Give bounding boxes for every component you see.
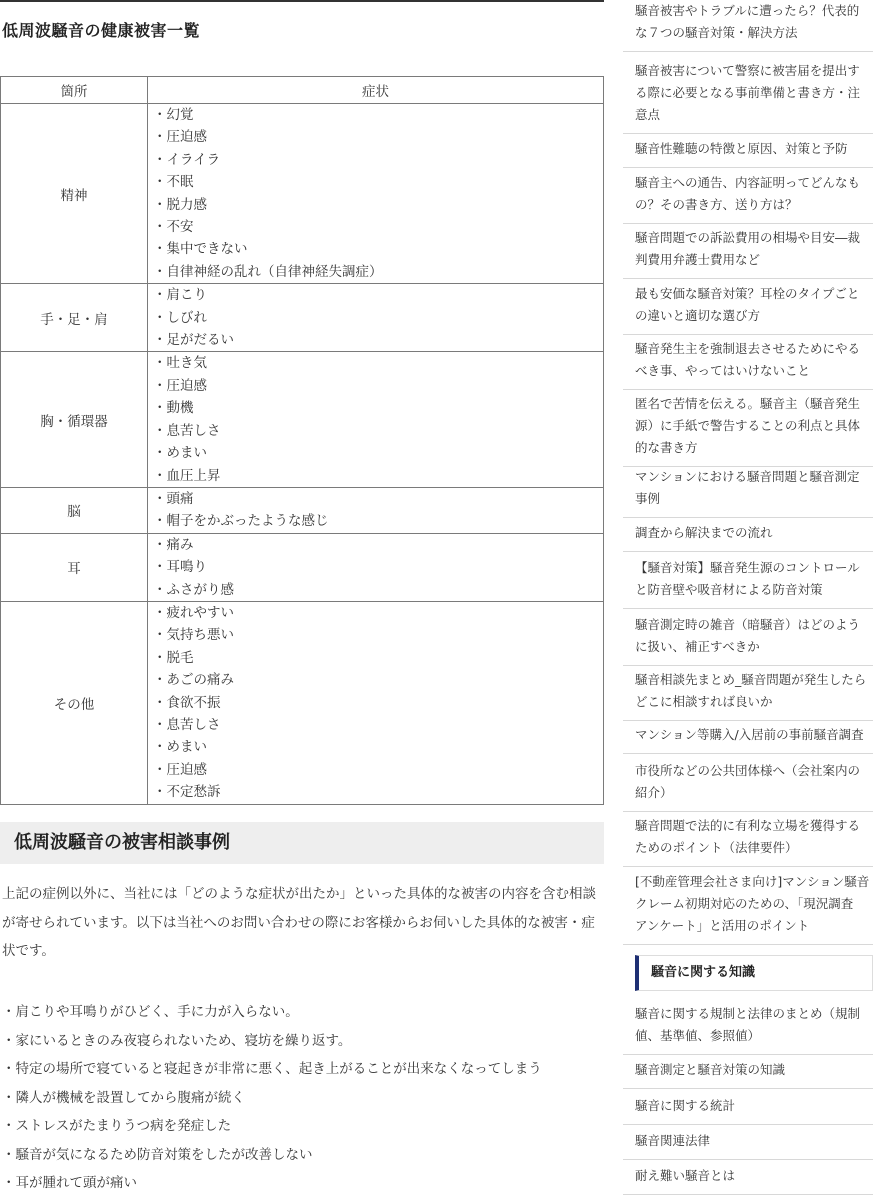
symptom-item: ・めまい: [153, 739, 207, 756]
sidebar-link-text: ためのポイント（法律要件）: [635, 840, 798, 855]
sidebar-link-text: 騒音問題で法的に有利な立場を獲得する: [635, 818, 861, 833]
symptom-item: ・不定愁訴: [153, 784, 221, 801]
symptoms-cell: [148, 284, 604, 352]
sidebar-link-text: 騒音問題での訴訟費用の相場や目安―裁: [635, 230, 861, 245]
column-header-site: 箇所: [1, 77, 148, 104]
table-row: [1, 487, 604, 533]
symptoms-cell: [148, 533, 604, 601]
sidebar-link-text: の違いと適切な選び方: [635, 308, 761, 323]
sidebar-article-link[interactable]: [623, 0, 873, 52]
symptom-item: ・痛み: [153, 536, 194, 553]
symptom-item: ・圧迫感: [153, 129, 207, 146]
intro-paragraph: 上記の症例以外に、当社には「どのような症状が出たか」といった具体的な被害の内容を含む相談が寄せられています。以下は当社へのお問い合わせの際にお客様からお伺いした具体的な被害・症状です。: [2, 886, 596, 959]
sidebar-link-text: マンション等購入/入居前の事前騒音調査: [635, 727, 864, 742]
sidebar-link-text: 最も安価な騒音対策？耳栓のタイプごと: [635, 286, 860, 301]
symptom-item: ・ふさがり感: [153, 581, 234, 598]
sidebar-article-link[interactable]: [623, 550, 873, 609]
sidebar-article-link[interactable]: [623, 53, 873, 134]
symptom-item: ・集中できない: [153, 241, 248, 258]
symptoms-cell: [148, 487, 604, 533]
sidebar-link-text: 騒音測定時の雑音（暗騒音）はどのよう: [635, 617, 861, 632]
sidebar-link-text: 騒音発生主を強制退去させるためにやる: [635, 341, 861, 356]
table-row: [1, 533, 604, 601]
body-part-cell: 脳: [1, 487, 148, 533]
knowledge-link-text: 騒音に関する規制と法律のまとめ（規制: [635, 1006, 861, 1021]
symptom-item: ・血圧上昇: [153, 467, 221, 484]
sidebar-link-text: 判費用弁護士費用など: [635, 252, 761, 267]
body-part-cell: 精神: [1, 104, 148, 284]
symptom-item: ・足がだるい: [153, 332, 234, 349]
knowledge-link[interactable]: [623, 1088, 873, 1125]
sidebar-link-text: の？その書き方、送り方は？: [635, 197, 798, 212]
case-item: ・特定の場所で寝ていると寝起きが非常に悪く、起き上がることが出来なくなってしまう: [2, 1061, 542, 1077]
knowledge-link[interactable]: [623, 1123, 873, 1160]
sidebar-article-link[interactable]: [623, 864, 873, 945]
symptoms-cell: [148, 352, 604, 487]
symptom-item: ・動機: [153, 400, 194, 417]
sidebar-link-text: [不動産管理会社さま向け]マンション騒音: [635, 874, 870, 889]
table-row: [1, 104, 604, 284]
sidebar-link-text: アンケート」と活用のポイント: [635, 918, 810, 933]
symptom-item: ・食欲不振: [153, 694, 221, 711]
case-item: ・隣人が機械を設置してから腹痛が続く: [2, 1089, 245, 1106]
body-part-cell: その他: [1, 601, 148, 804]
symptom-item: ・肩こり: [153, 287, 207, 304]
symptom-item: ・気持ち悪い: [153, 627, 234, 644]
symptom-item: ・息苦しさ: [153, 716, 221, 733]
sidebar-link-text: な７つの騒音対策・解決方法: [635, 25, 798, 40]
health-damage-title: 低周波騒音の健康被害一覧: [2, 21, 201, 40]
knowledge-section-heading: 騒音に関する知識: [635, 955, 873, 991]
table-row: [1, 284, 604, 352]
case-item: ・家にいるときのみ夜寝られないため、寝坊を繰り返す。: [2, 1032, 352, 1049]
symptom-item: ・疲れやすい: [153, 604, 234, 621]
column-header-symptoms: 症状: [148, 77, 604, 104]
table-row: [1, 601, 604, 804]
sidebar-article-link[interactable]: [623, 276, 873, 335]
sidebar-link-text: マンションにおける騒音問題と騒音測定: [635, 469, 860, 484]
body-part-cell: 耳: [1, 533, 148, 601]
top-divider: [0, 0, 604, 2]
knowledge-link-text: 騒音に関する統計: [635, 1098, 736, 1113]
body-part-cell: 胸・循環器: [1, 352, 148, 487]
sidebar-link-text: に扱い、補正すべきか: [635, 639, 760, 654]
sidebar-article-link[interactable]: [623, 220, 873, 279]
sidebar-article-link[interactable]: [623, 386, 873, 467]
sidebar-link-text: 事例: [635, 491, 661, 506]
consultation-cases-heading: 低周波騒音の被害相談事例: [0, 822, 604, 864]
sidebar-article-link[interactable]: [623, 331, 873, 390]
symptom-item: ・幻覚: [153, 107, 194, 123]
sidebar-article-link[interactable]: [623, 131, 873, 168]
sidebar-link-text: 騒音相談先まとめ_騒音問題が発生したら: [635, 672, 867, 687]
knowledge-link-text: 耐え難い騒音とは: [635, 1168, 736, 1183]
body-part-cell: 手・足・肩: [1, 284, 148, 352]
symptom-item: ・圧迫感: [153, 377, 207, 394]
sidebar-article-link[interactable]: [623, 753, 873, 812]
knowledge-link-text: 値、基準値、参照値）: [635, 1028, 761, 1043]
sidebar-article-link[interactable]: [623, 808, 873, 867]
sidebar-link-text: 調査から解決までの流れ: [635, 525, 773, 540]
sidebar-link-text: 騒音被害について警察に被害届を提出す: [635, 63, 860, 78]
symptom-item: ・耳鳴り: [153, 559, 207, 576]
sidebar-link-text: べき事、やってはいけないこと: [635, 363, 811, 378]
sidebar-link-text: 【騒音対策】騒音発生源のコントロール: [635, 560, 860, 575]
symptom-item: ・イライラ: [153, 151, 221, 168]
symptom-item: ・吐き気: [153, 355, 207, 372]
sidebar-link-text: 騒音性難聴の特徴と原因、対策と予防: [635, 141, 848, 156]
sidebar: [623, 0, 875, 1200]
symptoms-cell: [148, 104, 604, 284]
sidebar-link-text: 源）に手紙で警告することの利点と具体: [635, 418, 861, 433]
sidebar-link-text: クレーム初期対応のための、「現況調査: [635, 896, 854, 911]
knowledge-link[interactable]: [623, 996, 873, 1055]
symptom-item: ・めまい: [153, 445, 207, 462]
knowledge-link-text: 騒音関連法律: [635, 1133, 711, 1148]
sidebar-link-text: 意点: [635, 107, 661, 122]
sidebar-article-link[interactable]: [623, 165, 873, 224]
knowledge-link-text: 騒音測定と騒音対策の知識: [635, 1062, 786, 1077]
symptom-item: ・不眠: [153, 174, 194, 191]
symptom-item: ・頭痛: [153, 490, 194, 507]
symptom-table-body: [1, 104, 604, 805]
knowledge-link[interactable]: [623, 1158, 873, 1195]
sidebar-article-link[interactable]: [623, 662, 873, 721]
knowledge-link[interactable]: [623, 1052, 873, 1089]
sidebar-link-text: と防音壁や吸音材による防音対策: [635, 582, 823, 597]
symptom-item: ・脱力感: [153, 196, 207, 213]
sidebar-link-text: 騒音被害やトラブルに遭ったら？代表的: [635, 3, 860, 18]
table-row: [1, 352, 604, 487]
sidebar-link-text: 匿名で苦情を伝える。騒音主（騒音発生: [635, 396, 861, 411]
sidebar-link-text: 騒音主への通告、内容証明ってどんなも: [635, 175, 861, 190]
sidebar-link-text: 市役所などの公共団体様へ（会社案内の: [635, 763, 861, 778]
sidebar-article-link[interactable]: [623, 717, 873, 754]
symptom-item: ・しびれ: [153, 309, 207, 326]
symptom-item: ・息苦しさ: [153, 422, 221, 439]
sidebar-link-text: 紹介）: [635, 785, 673, 800]
symptom-item: ・不安: [153, 219, 194, 236]
symptom-item: ・あごの痛み: [153, 672, 234, 689]
symptoms-cell: [148, 601, 604, 804]
sidebar-link-text: る際に必要となる事前準備と書き方・注: [635, 85, 861, 100]
symptom-table: [0, 76, 604, 805]
case-item: ・ストレスがたまりうつ病を発症した: [2, 1118, 232, 1134]
case-item: ・肩こりや耳鳴りがひどく、手に力が入らない。: [2, 1004, 299, 1020]
sidebar-link-text: 的な書き方: [635, 440, 698, 455]
symptom-item: ・圧迫感: [153, 761, 207, 778]
sidebar-link-text: どこに相談すれば良いか: [635, 694, 773, 709]
case-list: [2, 998, 602, 1198]
case-item: ・騒音が気になるため防音対策をしたが改善しない: [2, 1146, 313, 1163]
symptom-item: ・脱毛: [153, 649, 194, 666]
sidebar-article-link[interactable]: [623, 515, 873, 552]
sidebar-article-link[interactable]: [623, 607, 873, 666]
case-item: ・耳が腫れて頭が痛い: [2, 1175, 137, 1191]
sidebar-article-link[interactable]: [623, 459, 873, 518]
symptom-item: ・帽子をかぶったような感じ: [153, 513, 329, 530]
symptom-item: ・自律神経の乱れ（自律神経失調症）: [153, 263, 383, 280]
table-header-row: [1, 77, 604, 104]
